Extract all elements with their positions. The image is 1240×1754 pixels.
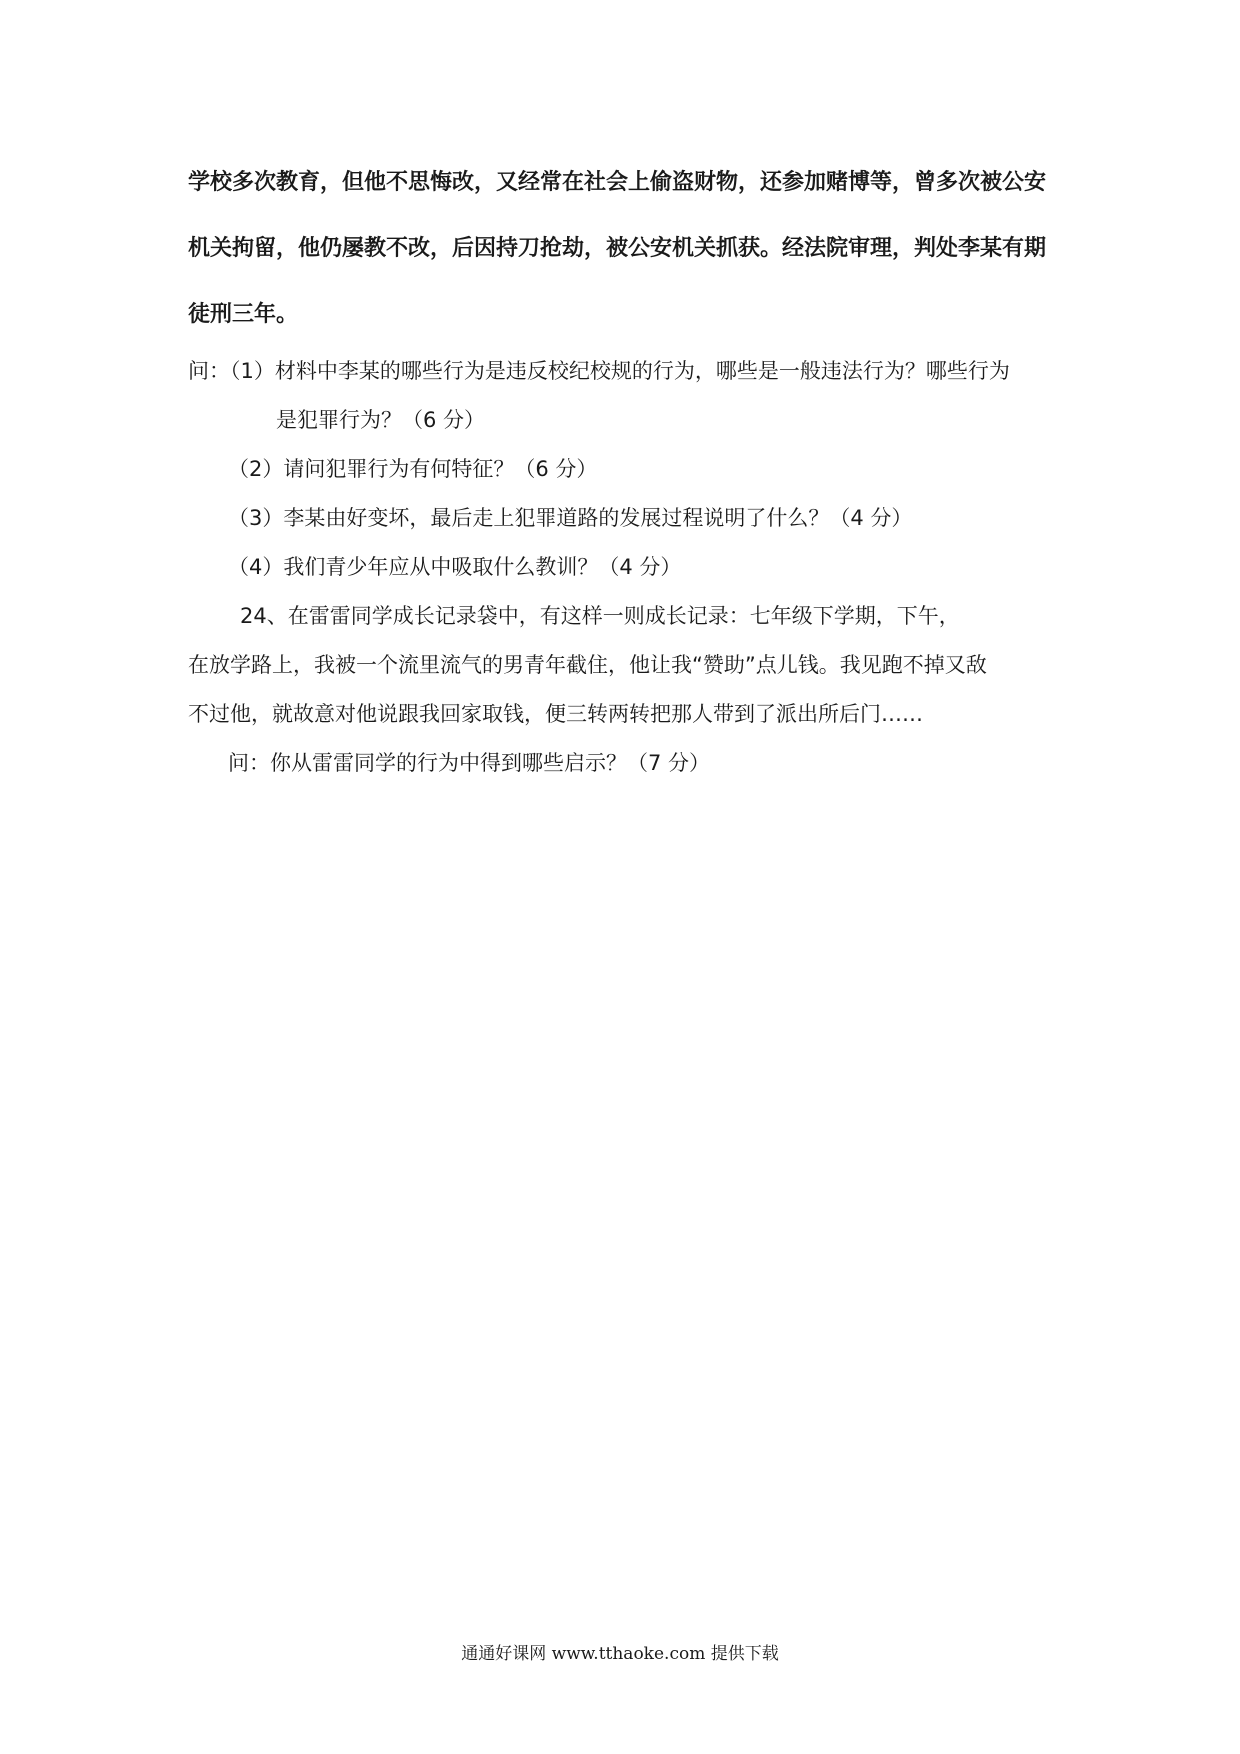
question-4: （4）我们青少年应从中吸取什么教训？（4 分） xyxy=(228,555,682,579)
question-24-line-2: 在放学路上，我被一个流里流气的男青年截住，他让我“赞助”点儿钱。我见跑不掉又敌 xyxy=(188,653,987,677)
footer-source: 通通好课网 www.tthaoke.com 提供下载 xyxy=(461,1644,779,1664)
material-line-1: 学校多次教育，但他不思悔改，又经常在社会上偷盗财物，还参加赌博等，曾多次被公安 xyxy=(188,170,1047,195)
question-24-ask: 问：你从雷雷同学的行为中得到哪些启示？（7 分） xyxy=(228,751,711,775)
material-line-2: 机关拘留，他仍屡教不改，后因持刀抢劫，被公安机关抓获。经法院审理，判处李某有期 xyxy=(188,236,1047,261)
question-24-line-3: 不过他，就故意对他说跟我回家取钱，便三转两转把那人带到了派出所后门…… xyxy=(188,702,923,726)
question-3: （3）李某由好变坏，最后走上犯罪道路的发展过程说明了什么？（4 分） xyxy=(228,506,913,530)
question-24-line-1: 24、在雷雷同学成长记录袋中，有这样一则成长记录：七年级下学期，下午， xyxy=(240,604,960,628)
question-1-line-1: 问：（1）材料中李某的哪些行为是违反校纪校规的行为，哪些是一般违法行为？哪些行为 xyxy=(188,359,1010,383)
question-1-line-2: 是犯罪行为？（6 分） xyxy=(276,408,486,432)
question-2: （2）请问犯罪行为有何特征？（6 分） xyxy=(228,457,598,481)
material-line-3: 徒刑三年。 xyxy=(188,302,299,327)
